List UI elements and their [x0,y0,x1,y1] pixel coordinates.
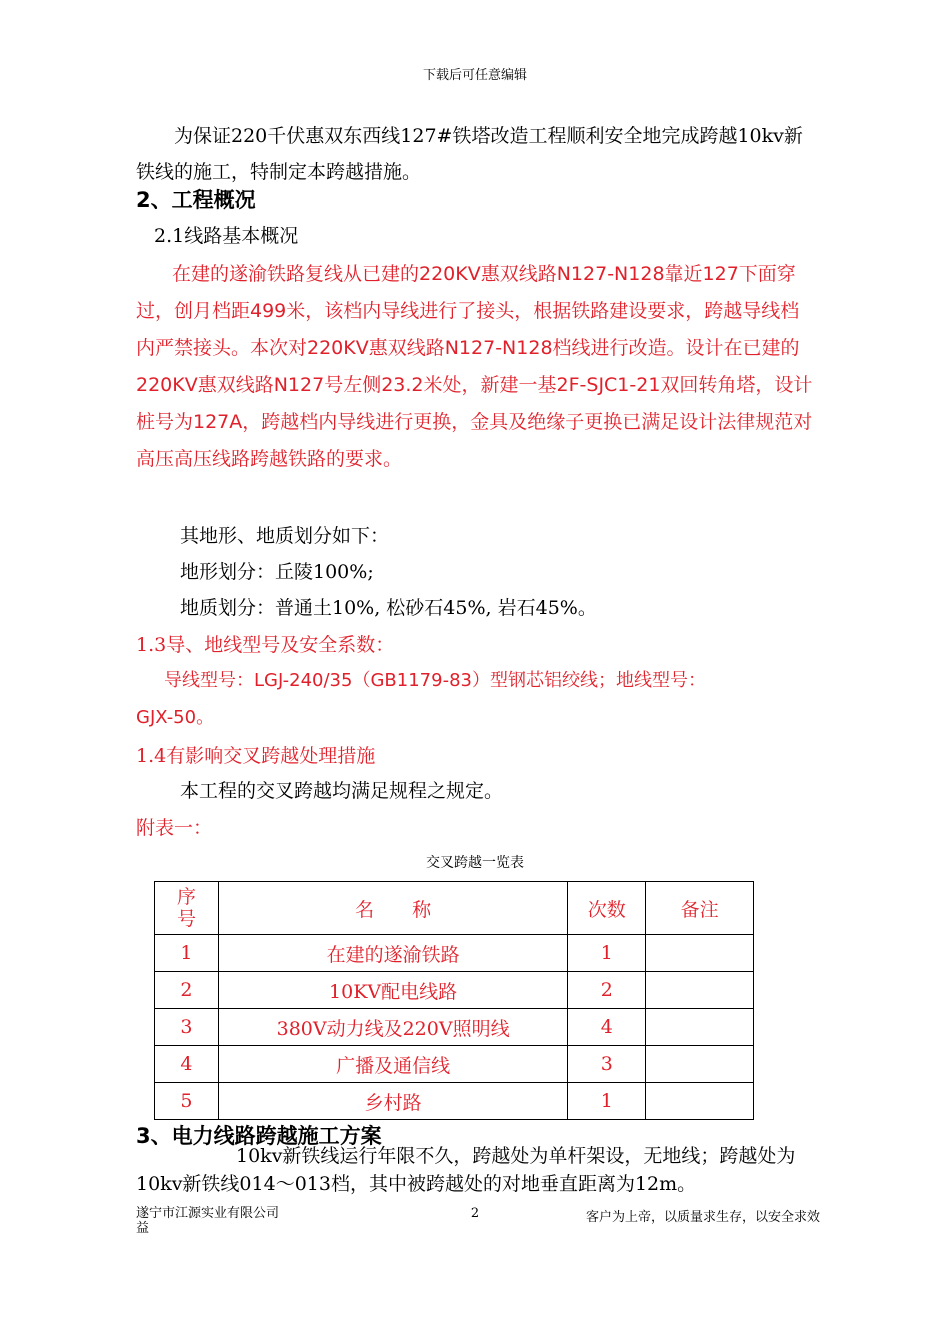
table-row [155,1083,754,1120]
footer-company: 遂宁市江源实业有限公司 益 [136,1206,280,1236]
table-row [155,935,754,972]
terrain-division: 地形划分：丘陵100%; [180,561,374,583]
cell-seq: 3 [155,1009,219,1046]
intro-paragraph: 为保证220千伏惠双东西线127#铁塔改造工程顺利安全地完成跨越10kv新铁线的施工，特制定本跨越措施。 [136,125,803,183]
cell-seq: 2 [155,972,219,1009]
header-name: 名 称 [218,882,567,935]
geology-division: 地质划分：普通土10%, 松砂石45%, 岩石45%。 [180,597,597,619]
cell-count: 4 [568,1009,646,1046]
table-row [155,972,754,1009]
project-overview-paragraph: 在建的遂渝铁路复线从已建的220KV惠双线路N127-N128靠近127下面穿过，创月档距499米，该档内导线进行了接头，根据铁路建设要求，跨越导线档内严禁接头。本次对220KV惠双线路N127-N128档线进行改造。设计在已建的220KV惠双线路N127号左侧23.2米处，新建一基2F-SJC1-21双回转角塔，设计桩号为127A，跨越档内导线进行更换，金具及绝缘子更换已满足设计法律规范对高压高压线路跨越铁路的要求。 [136,263,813,470]
cell-name: 380V动力线及220V照明线 [218,1009,567,1046]
section-2-title: 2、工程概况 [136,188,256,212]
footer-slogan: 客户为上帝，以质量求生存，以安全求效 [585,1210,820,1225]
page-number: 2 [470,1206,480,1221]
cell-seq: 5 [155,1083,219,1120]
cell-name: 乡村路 [218,1083,567,1120]
page-header: 下载后可任意编辑 [422,68,527,83]
cell-remark [646,935,754,972]
cell-count: 1 [568,935,646,972]
table-caption: 交叉跨越一览表 [426,855,524,871]
crossing-table [154,881,754,1120]
cell-name: 广播及通信线 [218,1046,567,1083]
header-remark: 备注 [646,882,754,935]
cell-seq: 4 [155,1046,219,1083]
section-3-title: 3、电力线路跨越施工方案 [136,1124,382,1148]
wire-type-line-1: 导线型号：LGJ-240/35（GB1179-83）型钢芯铝绞线；地线型号： [164,670,706,691]
section-3-text: 10kv新铁线运行年限不久，跨越处为单杆架设，无地线；跨越处为10kv新铁线014～013档，其中被跨越处的对地垂直距离为12m。 [136,1145,796,1195]
table-row [155,1009,754,1046]
subsection-1-4-title: 1.4有影响交叉跨越处理措施 [136,745,376,767]
cell-remark [646,1009,754,1046]
cell-remark [646,1083,754,1120]
cell-remark [646,1046,754,1083]
header-seq: 序 号 [155,882,219,935]
header-count: 次数 [568,882,646,935]
wire-type-line-2: GJX-50。 [136,707,215,728]
subsection-2-1-title: 2.1线路基本概况 [154,225,299,247]
cell-name: 在建的遂渝铁路 [218,935,567,972]
cell-name: 10KV配电线路 [218,972,567,1009]
table-row [155,1046,754,1083]
terrain-intro: 其地形、地质划分如下： [180,525,390,547]
subsection-1-3-title: 1.3导、地线型号及安全系数： [136,634,395,656]
cell-count: 1 [568,1083,646,1120]
cell-count: 3 [568,1046,646,1083]
table-header-row [155,882,754,935]
cell-count: 2 [568,972,646,1009]
crossing-compliance-text: 本工程的交叉跨越均满足规程之规定。 [180,780,504,802]
appendix-label: 附表一： [136,817,213,839]
cell-remark [646,972,754,1009]
cell-seq: 1 [155,935,219,972]
